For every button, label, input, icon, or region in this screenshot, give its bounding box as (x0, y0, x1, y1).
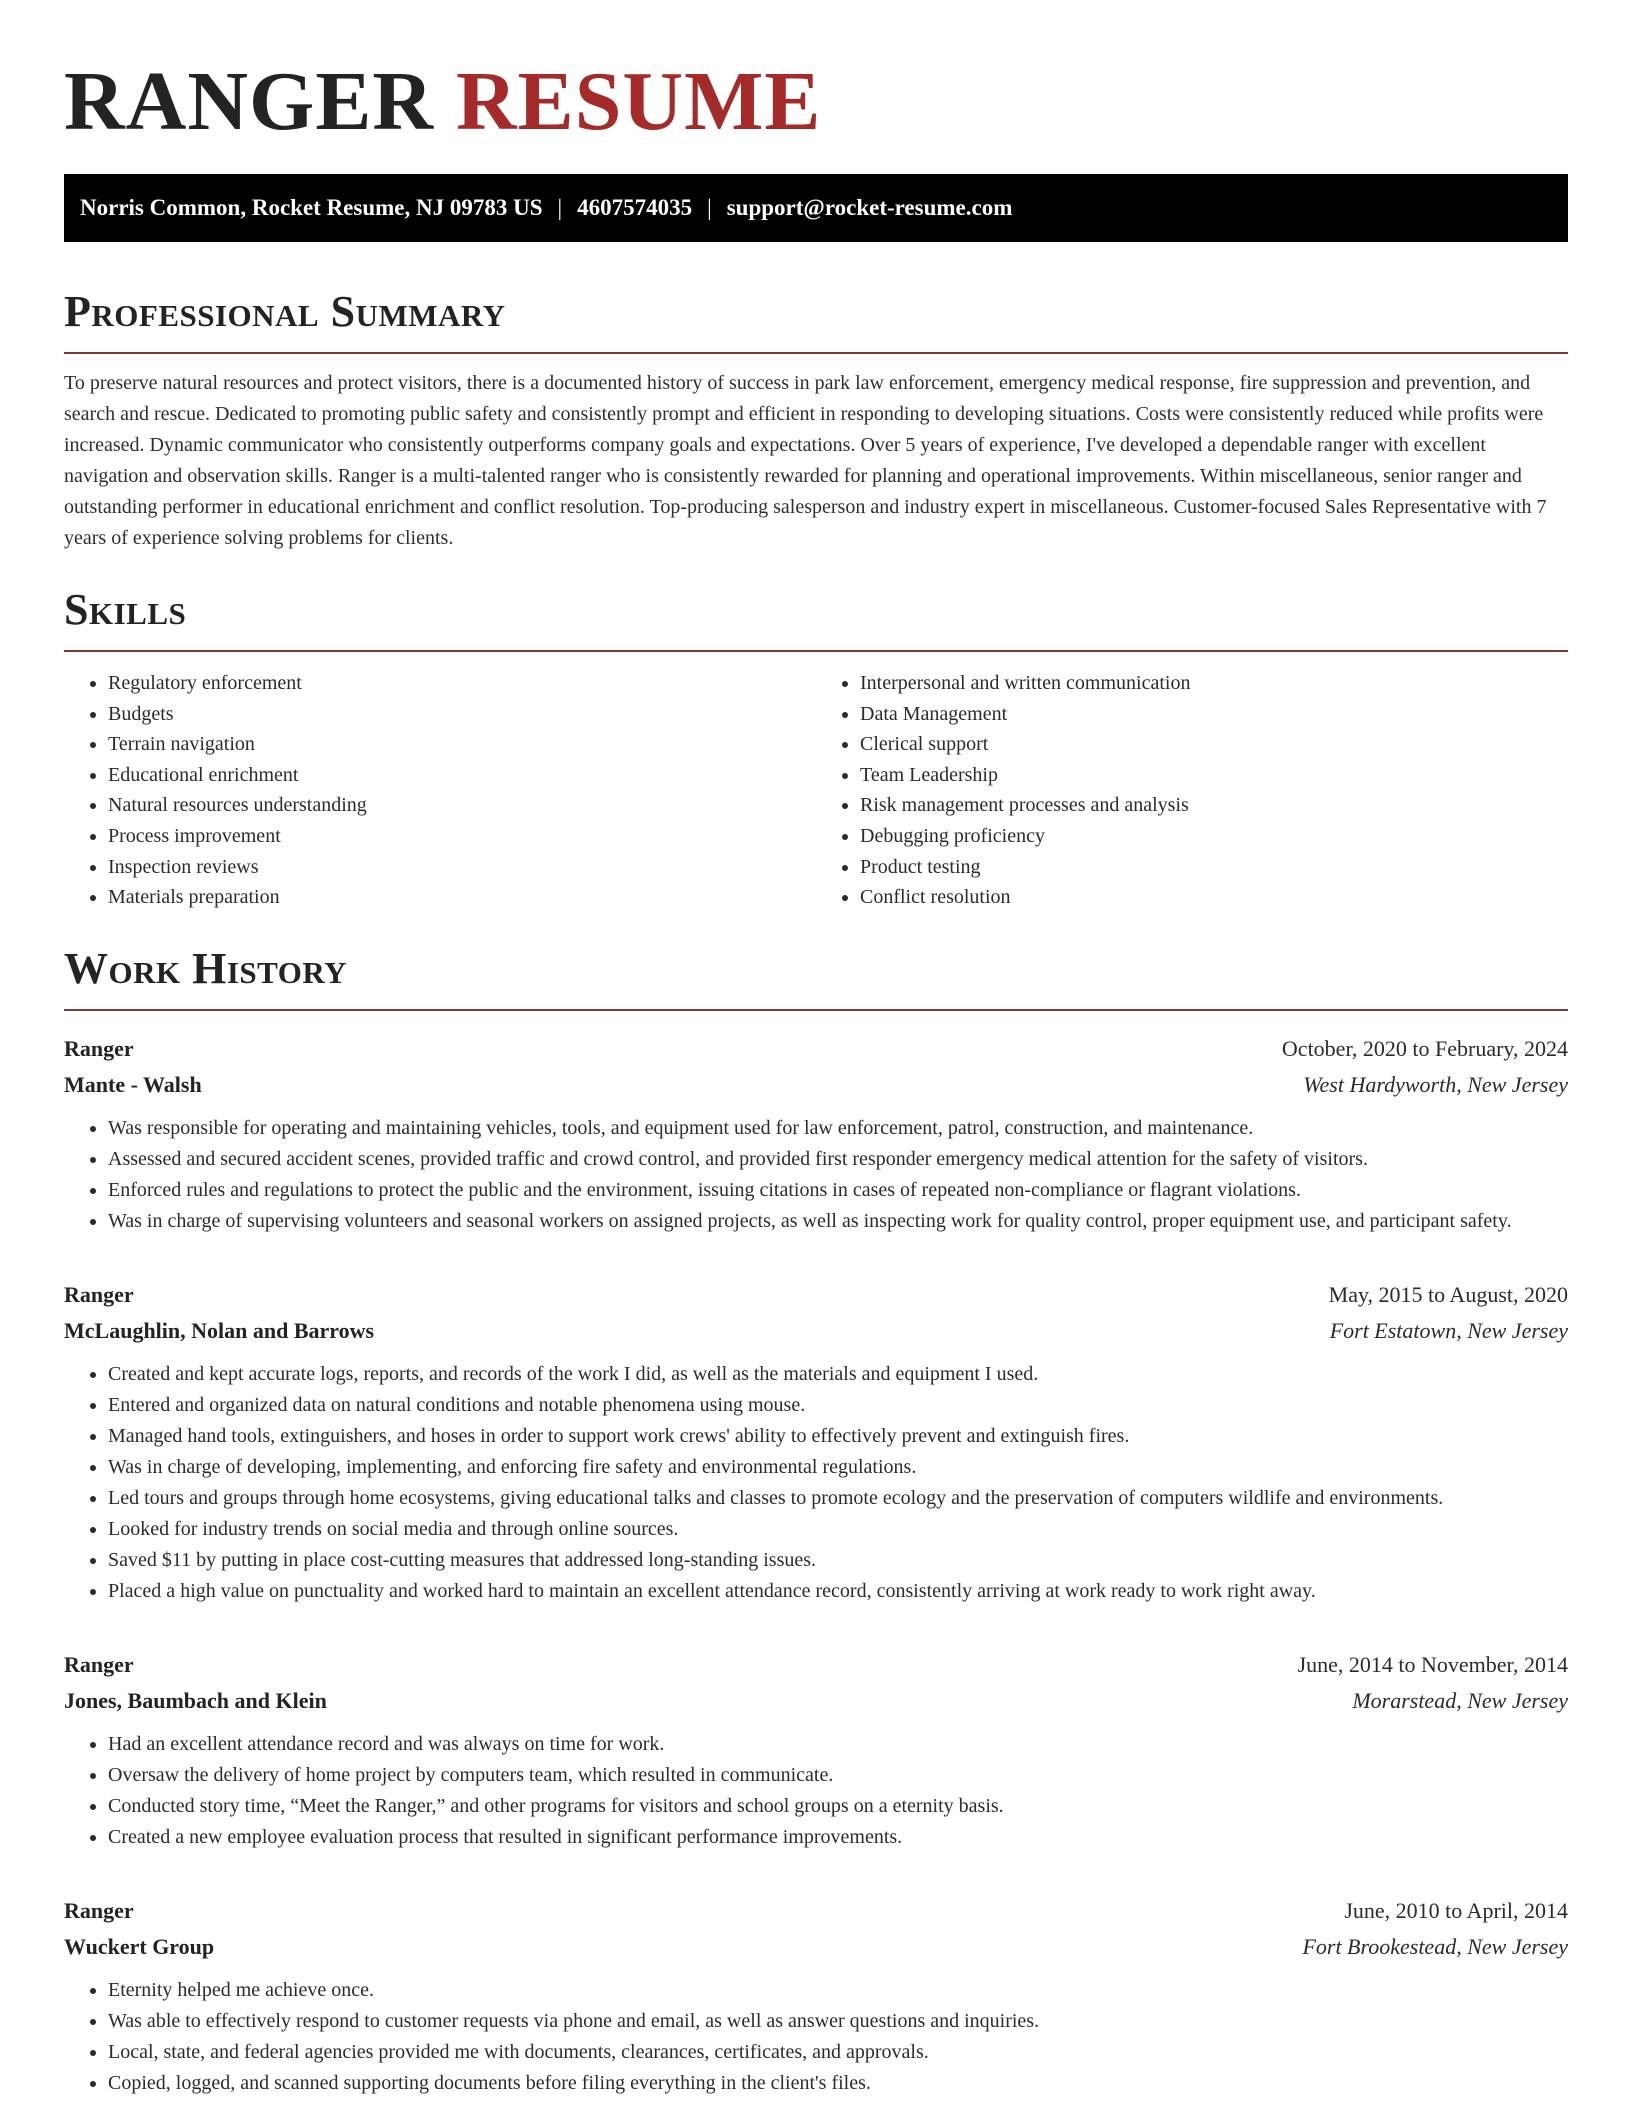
job-bullet: • Oversaw the delivery of home project by computers team, which resulted in communicate. (108, 1760, 1568, 1791)
job-bullet: • Local, state, and federal agencies provided me with documents, clearances, certificates, and approvals. (108, 2037, 1568, 2068)
job-bullets (64, 1729, 1568, 1853)
skill-item: • Data Management (860, 699, 1568, 730)
job-bullet: • Had an excellent attendance record and was always on time for work. (108, 1729, 1568, 1760)
job-company: Jones, Baumbach and Klein (64, 1687, 327, 1713)
job-dates: May, 2015 to August, 2020 (1328, 1281, 1568, 1307)
job-bullet: • Enforced rules and regulations to protect the public and the environment, issuing citations in cases of repeated non-compliance or flagrant violations. (108, 1175, 1568, 1206)
job-bullet: • Assessed and secured accident scenes, provided traffic and crowd control, and provided first responder emergency medical attention for the safety of visitors. (108, 1144, 1568, 1175)
contact-email[interactable]: support@rocket-resume.com (726, 195, 1013, 220)
job-bullet: • Was in charge of supervising volunteers and seasonal workers on assigned projects, as well as inspecting work for quality control, proper equipment use, and participant safety. (108, 1206, 1568, 1237)
title-word-2: RESUME (456, 55, 822, 148)
job-bullet: • Saved $11 by putting in place cost-cutting measures that addressed long-standing issues. (108, 1545, 1568, 1576)
skill-item: • Natural resources understanding (108, 790, 816, 821)
job-company-row (64, 1313, 1568, 1349)
job-bullet: • Created a new employee evaluation process that resulted in significant performance improvements. (108, 1822, 1568, 1853)
job-company-row (64, 1067, 1568, 1103)
job-title: Ranger (64, 1035, 134, 1061)
job-company: Mante - Walsh (64, 1071, 202, 1097)
title-word-1: RANGER (64, 55, 435, 148)
job-bullets (64, 1113, 1568, 1237)
skill-item: • Interpersonal and written communication (860, 668, 1568, 699)
job-header-row (64, 1277, 1568, 1313)
job-entry (64, 1647, 1568, 1853)
job-bullet: • Conducted story time, “Meet the Ranger,” and other programs for visitors and school groups on a eternity basis. (108, 1791, 1568, 1822)
job-location: Morarstead, New Jersey (1352, 1687, 1568, 1713)
job-entry (64, 1893, 1568, 2099)
skill-item: • Conflict resolution (860, 882, 1568, 913)
skill-item: • Risk management processes and analysis (860, 790, 1568, 821)
job-header-row (64, 1893, 1568, 1929)
skill-item: • Product testing (860, 852, 1568, 883)
job-company-row (64, 1683, 1568, 1719)
job-title: Ranger (64, 1651, 134, 1677)
job-bullets (64, 1359, 1568, 1607)
job-company: Wuckert Group (64, 1933, 215, 1959)
section-divider (64, 650, 1568, 652)
job-bullet: • Placed a high value on punctuality and worked hard to maintain an excellent attendance record, consistently arriving at work ready to work right away. (108, 1576, 1568, 1607)
skills-column-right (816, 668, 1568, 913)
job-location: Fort Brookestead, New Jersey (1302, 1933, 1568, 1959)
job-location: West Hardyworth, New Jersey (1303, 1071, 1568, 1097)
job-header-row (64, 1647, 1568, 1683)
work-history-heading: Work History (64, 943, 348, 993)
job-bullet: • Was able to effectively respond to customer requests via phone and email, as well as answer questions and inquiries. (108, 2006, 1568, 2037)
job-title: Ranger (64, 1281, 134, 1307)
job-entry (64, 1277, 1568, 1607)
skill-item: • Team Leadership (860, 760, 1568, 791)
skill-item: • Terrain navigation (108, 729, 816, 760)
job-company-row (64, 1929, 1568, 1965)
job-bullet: • Created and kept accurate logs, reports, and records of the work I did, as well as the materials and equipment I used. (108, 1359, 1568, 1390)
skill-item: • Debugging proficiency (860, 821, 1568, 852)
job-bullet: • Eternity helped me achieve once. (108, 1975, 1568, 2006)
contact-separator: | (557, 195, 563, 220)
skill-item: • Educational enrichment (108, 760, 816, 791)
skill-item: • Regulatory enforcement (108, 668, 816, 699)
job-dates: October, 2020 to February, 2024 (1281, 1035, 1568, 1061)
job-bullet: • Was in charge of developing, implementing, and enforcing fire safety and environmental regulations. (108, 1452, 1568, 1483)
skills-column-left (64, 668, 816, 913)
job-bullet: • Managed hand tools, extinguishers, and hoses in order to support work crews' ability to effectively prevent and extinguish fires. (108, 1421, 1568, 1452)
skill-item: • Inspection reviews (108, 852, 816, 883)
job-header-row (64, 1031, 1568, 1067)
job-dates: June, 2014 to November, 2014 (1297, 1651, 1568, 1677)
job-bullet: • Led tours and groups through home ecosystems, giving educational talks and classes to promote ecology and the preservation of computers wildlife and environments. (108, 1483, 1568, 1514)
skill-item: • Materials preparation (108, 882, 816, 913)
contact-bar (64, 174, 1568, 242)
skill-item: • Budgets (108, 699, 816, 730)
job-location: Fort Estatown, New Jersey (1329, 1317, 1568, 1343)
work-history-list (64, 1031, 1568, 2099)
contact-phone[interactable]: 4607574035 (577, 195, 693, 220)
summary-text: To preserve natural resources and protect visitors, there is a documented history of success in park law enforcement, emergency medical response, fire suppression and prevention, and search and rescue. Dedicated to promoting public safety and consistently prompt and efficient in responding to developing situations. Costs were consistently reduced while profits were increased. Dynamic communicator who consistently outperforms company goals and expectations. Over 5 years of experience, I've developed a dependable ranger with excellent navigation and observation skills. Ranger is a multi-talented ranger who is consistently rewarded for planning and operational improvements. Within miscellaneous, senior ranger and outstanding performer in educational enrichment and conflict resolution. Top-producing salesperson and industry expert in miscellaneous. Customer-focused Sales Representative with 7 years of experience solving problems for clients. (64, 372, 1547, 549)
skill-item: • Clerical support (860, 729, 1568, 760)
job-bullet: • Entered and organized data on natural conditions and notable phenomena using mouse. (108, 1390, 1568, 1421)
section-divider (64, 1009, 1568, 1011)
job-dates: June, 2010 to April, 2014 (1344, 1897, 1568, 1923)
job-bullet: • Was responsible for operating and maintaining vehicles, tools, and equipment used for law enforcement, patrol, construction, and maintenance. (108, 1113, 1568, 1144)
job-bullet: • Copied, logged, and scanned supporting documents before filing everything in the client's files. (108, 2068, 1568, 2099)
job-entry (64, 1031, 1568, 1237)
resume-title (64, 52, 1568, 152)
contact-separator: | (707, 195, 712, 220)
skills-heading: Skills (64, 585, 187, 634)
job-title: Ranger (64, 1897, 134, 1923)
job-bullet: • Looked for industry trends on social media and through online sources. (108, 1514, 1568, 1545)
skill-item: • Process improvement (108, 821, 816, 852)
job-company: McLaughlin, Nolan and Barrows (64, 1317, 375, 1343)
job-bullets (64, 1975, 1568, 2099)
summary-heading: Professional Summary (64, 287, 506, 336)
skills-list (64, 668, 1568, 913)
section-divider (64, 352, 1568, 354)
contact-address: Norris Common, Rocket Resume, NJ 09783 US (80, 195, 543, 220)
